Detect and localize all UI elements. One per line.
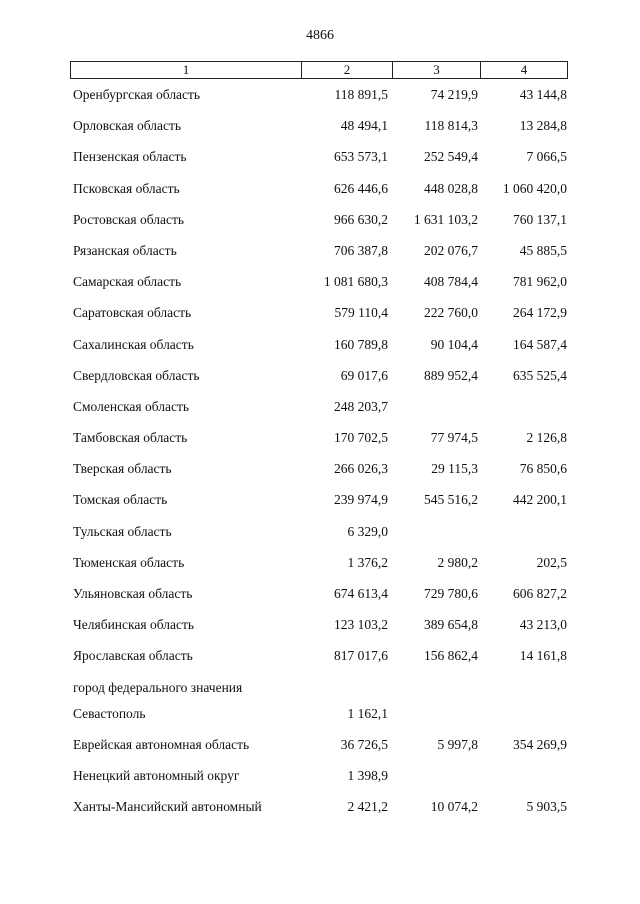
region-name: город федерального значения xyxy=(73,679,243,695)
region-name: Томская область xyxy=(73,492,168,508)
table-row xyxy=(0,797,640,828)
table-row xyxy=(0,522,640,553)
region-name: Тульская область xyxy=(73,523,172,539)
column-header-2: 2 xyxy=(302,62,393,78)
table-body xyxy=(0,85,640,828)
value-col-3: 77 974,5 xyxy=(430,430,478,446)
value-col-2: 653 573,1 xyxy=(334,149,388,165)
table-row xyxy=(0,241,640,272)
value-col-2: 160 789,8 xyxy=(334,336,388,352)
table-row xyxy=(0,303,640,334)
region-name: Псковская область xyxy=(73,180,180,196)
table-row xyxy=(0,459,640,490)
table-row xyxy=(0,490,640,521)
value-col-3: 729 780,6 xyxy=(424,586,478,601)
table-row xyxy=(0,584,640,615)
table-row xyxy=(0,397,640,428)
column-header-1: 1 xyxy=(71,62,302,78)
value-col-2: 674 613,4 xyxy=(334,586,388,601)
value-col-3: 389 654,8 xyxy=(424,617,478,633)
value-col-2: 579 110,4 xyxy=(334,305,388,321)
value-col-3: 222 760,0 xyxy=(424,305,478,321)
value-col-2: 248 203,7 xyxy=(334,398,388,414)
table-row xyxy=(0,366,640,397)
value-col-4: 43 213,0 xyxy=(519,617,567,633)
region-name: Ярославская область xyxy=(73,648,193,664)
value-col-4: 164 587,4 xyxy=(513,336,567,352)
value-col-2: 239 974,9 xyxy=(334,492,388,508)
value-col-4: 760 137,1 xyxy=(513,211,567,227)
value-col-4: 43 144,8 xyxy=(519,87,567,102)
value-col-4: 202,5 xyxy=(536,554,567,570)
value-col-4: 13 284,8 xyxy=(519,118,567,134)
value-col-2: 817 017,6 xyxy=(334,648,388,664)
value-col-2: 118 891,5 xyxy=(334,87,388,102)
region-name: Рязанская область xyxy=(73,242,177,258)
value-col-3: 29 115,3 xyxy=(431,461,478,477)
region-name: Пензенская область xyxy=(73,149,187,165)
region-name: Ростовская область xyxy=(73,211,184,227)
value-col-4: 14 161,8 xyxy=(519,648,567,664)
value-col-3: 5 997,8 xyxy=(437,736,478,752)
value-col-3: 252 549,4 xyxy=(424,149,478,165)
value-col-4: 2 126,8 xyxy=(526,430,567,446)
value-col-4: 76 850,6 xyxy=(519,461,567,477)
table-row xyxy=(0,116,640,147)
value-col-4: 442 200,1 xyxy=(513,492,567,508)
region-name: Севастополь xyxy=(73,705,146,721)
value-col-2: 1 398,9 xyxy=(347,767,388,783)
value-col-3: 1 631 103,2 xyxy=(413,211,478,227)
value-col-3: 74 219,9 xyxy=(430,87,478,102)
table-row xyxy=(0,735,640,766)
value-col-2: 1 162,1 xyxy=(347,705,388,721)
value-col-2: 1 081 680,3 xyxy=(323,274,388,290)
value-col-2: 6 329,0 xyxy=(347,523,388,539)
table-row xyxy=(0,335,640,366)
table-row xyxy=(0,553,640,584)
value-col-3: 408 784,4 xyxy=(424,274,478,290)
region-name: Ненецкий автономный округ xyxy=(73,767,240,783)
region-name: Ульяновская область xyxy=(73,586,193,601)
value-col-2: 2 421,2 xyxy=(347,799,388,815)
value-col-3: 10 074,2 xyxy=(430,799,478,815)
region-name: Тверская область xyxy=(73,461,172,477)
value-col-2: 706 387,8 xyxy=(334,242,388,258)
column-header-3: 3 xyxy=(393,62,481,78)
table-row xyxy=(0,678,640,704)
value-col-4: 264 172,9 xyxy=(513,305,567,321)
value-col-3: 889 952,4 xyxy=(424,367,478,383)
column-header-4: 4 xyxy=(520,62,528,77)
value-col-3: 448 028,8 xyxy=(424,180,478,196)
value-col-4: 781 962,0 xyxy=(513,274,567,290)
value-col-3: 545 516,2 xyxy=(424,492,478,508)
region-name: Тамбовская область xyxy=(73,430,188,446)
value-col-2: 36 726,5 xyxy=(340,736,388,752)
region-name: Еврейская автономная область xyxy=(73,736,250,752)
value-col-3: 2 980,2 xyxy=(437,554,478,570)
value-col-2: 48 494,1 xyxy=(340,118,388,134)
table-row xyxy=(0,704,640,735)
table-row xyxy=(0,615,640,646)
value-col-4: 5 903,5 xyxy=(526,799,567,815)
region-name: Ханты-Мансийский автономный xyxy=(73,799,262,815)
table-row xyxy=(0,272,640,303)
region-name: Сахалинская область xyxy=(73,336,194,352)
value-col-4: 7 066,5 xyxy=(526,149,567,165)
region-name: Тюменская область xyxy=(73,554,185,570)
value-col-2: 170 702,5 xyxy=(334,430,388,446)
table-row xyxy=(0,147,640,178)
value-col-3: 90 104,4 xyxy=(430,336,478,352)
page-number: 4866 xyxy=(306,28,334,43)
table-row xyxy=(0,428,640,459)
value-col-2: 123 103,2 xyxy=(334,617,388,633)
value-col-2: 966 630,2 xyxy=(334,211,388,227)
region-name: Самарская область xyxy=(73,274,182,290)
value-col-2: 69 017,6 xyxy=(340,367,388,383)
region-name: Оренбургская область xyxy=(73,87,201,102)
value-col-2: 626 446,6 xyxy=(334,180,388,196)
table-row xyxy=(0,85,640,116)
value-col-3: 118 814,3 xyxy=(424,118,478,134)
region-name: Саратовская область xyxy=(73,305,192,321)
table-row xyxy=(0,210,640,241)
region-name: Челябинская область xyxy=(73,617,195,633)
table-header xyxy=(70,61,568,79)
region-name: Свердловская область xyxy=(73,367,200,383)
value-col-4: 606 827,2 xyxy=(513,586,567,601)
region-name: Смоленская область xyxy=(73,398,190,414)
value-col-4: 354 269,9 xyxy=(513,736,567,752)
value-col-3: 156 862,4 xyxy=(424,648,478,664)
table-row xyxy=(0,766,640,797)
value-col-3: 202 076,7 xyxy=(424,242,478,258)
value-col-2: 1 376,2 xyxy=(347,554,388,570)
region-name: Орловская область xyxy=(73,118,182,134)
value-col-4: 635 525,4 xyxy=(513,367,567,383)
table-row xyxy=(0,646,640,677)
table-row xyxy=(0,179,640,210)
value-col-4: 1 060 420,0 xyxy=(502,180,567,196)
value-col-4: 45 885,5 xyxy=(519,242,567,258)
value-col-2: 266 026,3 xyxy=(334,461,388,477)
